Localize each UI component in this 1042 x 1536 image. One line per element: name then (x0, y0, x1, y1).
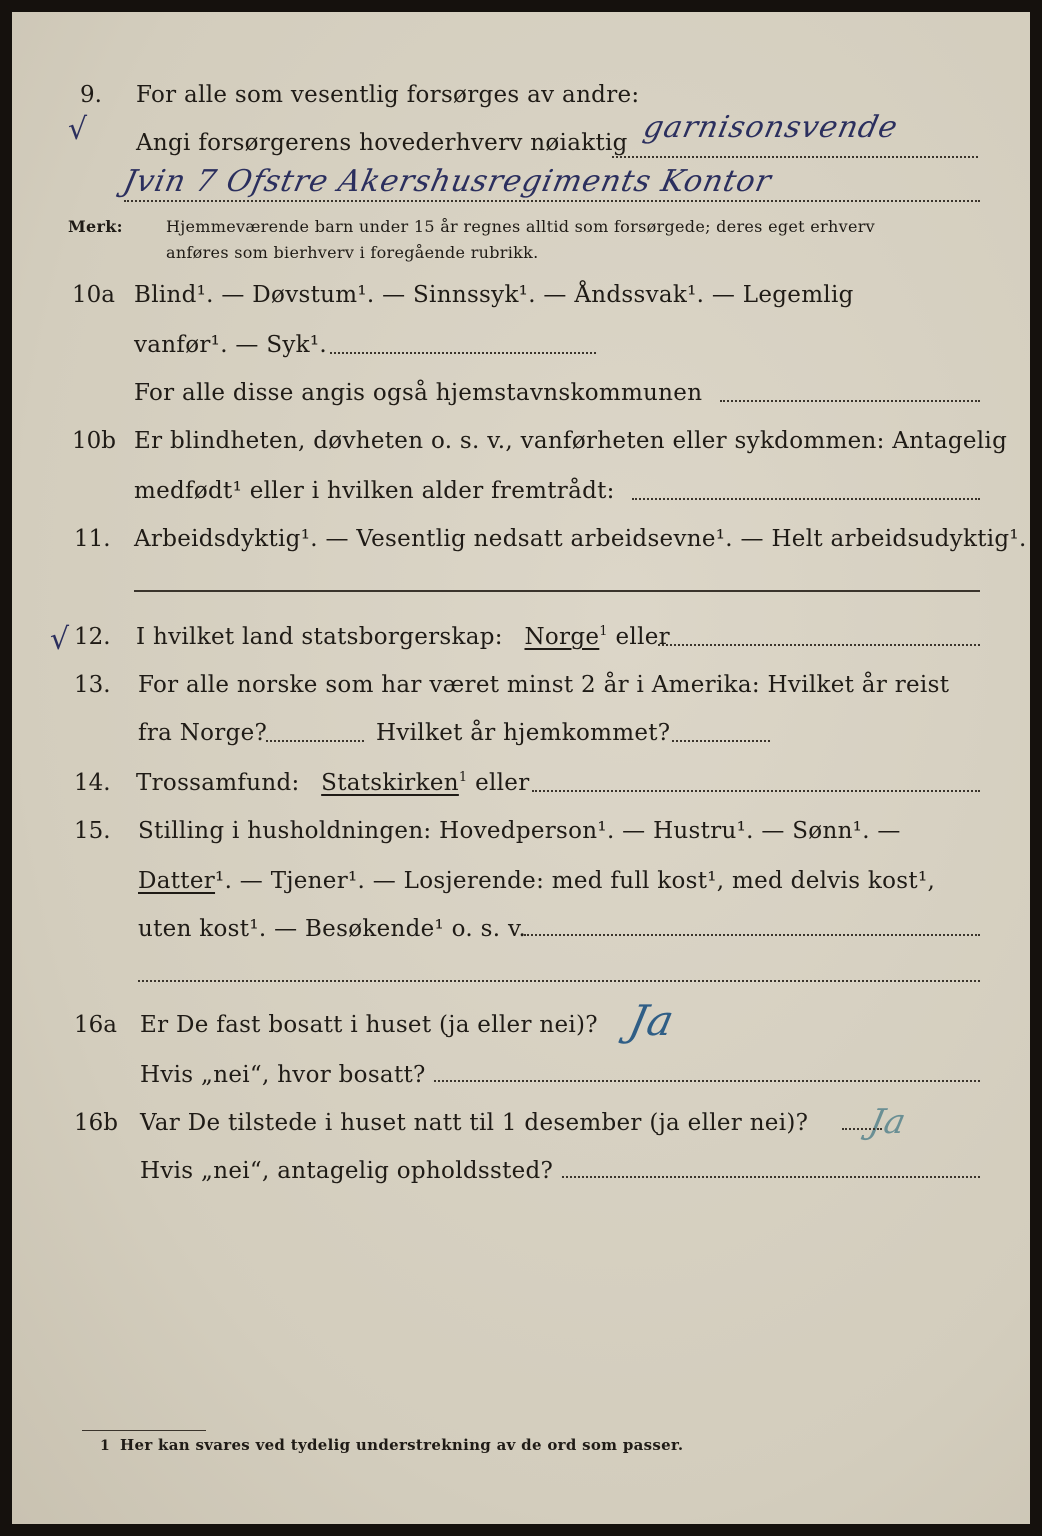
q10b-line1: Er blindheten, døvheten o. s. v., vanførheten eller sykdommen: Antagelig (134, 428, 1008, 454)
q16b-number: 16b (74, 1110, 118, 1136)
merk-line1: Hjemmeværende barn under 15 år regnes alltid som forsørgede; deres eget erhverv (166, 217, 875, 236)
q10a-line1: Blind¹. — Døvstum¹. — Sinnssyk¹. — Åndssvak¹. — Legemlig (134, 282, 854, 308)
q12-text: I hvilket land statsborgerskap: (136, 624, 503, 650)
footnote-mark: 1 (100, 1438, 111, 1454)
q12-line: I hvilket land statsborgerskap: Norge$^1$ eller (136, 624, 670, 650)
q14-eller: eller (475, 770, 530, 796)
q16b-location-line (562, 1176, 980, 1178)
q16a-line2: Hvis „nei“, hvor bosatt? (140, 1062, 426, 1088)
q10a-line2: vanfør¹. — Syk¹. (134, 332, 328, 358)
q9-number: 9. (80, 82, 102, 108)
q10a-answer-line (330, 352, 596, 354)
q9-handwritten-answer1: garnisonsvende (640, 110, 902, 145)
q16b-answer-line (842, 1128, 882, 1130)
q16a-line1: Er De fast bosatt i huset (ja eller nei)? (140, 1012, 598, 1038)
q14-line: Trossamfund: Statskirken$^1$ eller (136, 770, 530, 796)
q15-answer-line (524, 934, 980, 936)
q16b-handwritten-answer: Ja (865, 1102, 911, 1142)
q11-line1: Arbeidsdyktig¹. — Vesentlig nedsatt arbeidsevne¹. — Helt arbeidsudyktig¹. (134, 526, 1027, 552)
q15-line3: uten kost¹. — Besøkende¹ o. s. v. (138, 916, 527, 942)
q16b-line1: Var De tilstede i huset natt til 1 desember (ja eller nei)? (140, 1110, 809, 1136)
q14-answer-line (532, 790, 980, 792)
q15-extra-line (138, 980, 980, 982)
q13-return-line (672, 740, 770, 742)
q14-number: 14. (74, 770, 111, 796)
q13-line1: For alle norske som har været minst 2 år i Amerika: Hvilket år reist (138, 672, 950, 698)
q10a-number: 10a (72, 282, 115, 308)
q12-norge-underlined: Norge (524, 624, 600, 650)
q15-line2-rest: ¹. — Tjener¹. — Losjerende: med full kost¹, med delvis kost¹, (215, 868, 936, 894)
q13-departure-line (266, 740, 364, 742)
q15-line1: Stilling i husholdningen: Hovedperson¹. — Hustru¹. — Sønn¹. — (138, 818, 901, 844)
q16a-handwritten-answer: Ja (624, 996, 680, 1045)
q12-number: 12. (74, 624, 111, 650)
check-mark-icon: √ (68, 112, 88, 147)
q11-number: 11. (74, 526, 111, 552)
q10b-line2: medfødt¹ eller i hvilken alder fremtrådt: (134, 478, 615, 504)
q14-text: Trossamfund: (136, 770, 300, 796)
q13-line2b: Hvilket år hjemkommet? (376, 720, 671, 746)
q14-statskirken-underlined: Statskirken (321, 770, 459, 796)
q13-line2a: fra Norge? (138, 720, 268, 746)
q9-line2: Angi forsørgerens hovederhverv nøiaktig (136, 130, 628, 156)
q9-answer-line1 (612, 156, 978, 158)
q15-number: 15. (74, 818, 111, 844)
footnote-text: Her kan svares ved tydelig understrekning av de ord som passer. (120, 1436, 684, 1454)
q12-eller: eller (615, 624, 670, 650)
q16a-number: 16a (74, 1012, 117, 1038)
footnote-rule (82, 1430, 206, 1431)
q15-line2 (138, 868, 935, 894)
q15-datter-underlined: Datter (138, 868, 216, 894)
q12-answer-line (658, 644, 980, 646)
check-mark-icon: √ (50, 622, 70, 657)
census-form-page (12, 12, 1030, 1524)
merk-line2: anføres som bierhverv i foregående rubrikk. (166, 243, 539, 262)
q16a-answer-line (434, 1080, 980, 1082)
q9-handwritten-answer2: Jvin 7 Ofstre Akershusregiments Kontor (120, 164, 775, 199)
q10b-number: 10b (72, 428, 116, 454)
q10a-line3: For alle disse angis også hjemstavnskommunen (134, 380, 703, 406)
q11-answer-line (134, 590, 980, 592)
q9-answer-line2 (124, 200, 980, 202)
merk-label: Merk: (68, 217, 123, 236)
q9-line1: For alle som vesentlig forsørges av andre: (136, 82, 640, 108)
q16b-line2: Hvis „nei“, antagelig opholdssted? (140, 1158, 554, 1184)
q13-number: 13. (74, 672, 111, 698)
q10b-answer-line (632, 498, 980, 500)
q10a-home-line (720, 400, 980, 402)
